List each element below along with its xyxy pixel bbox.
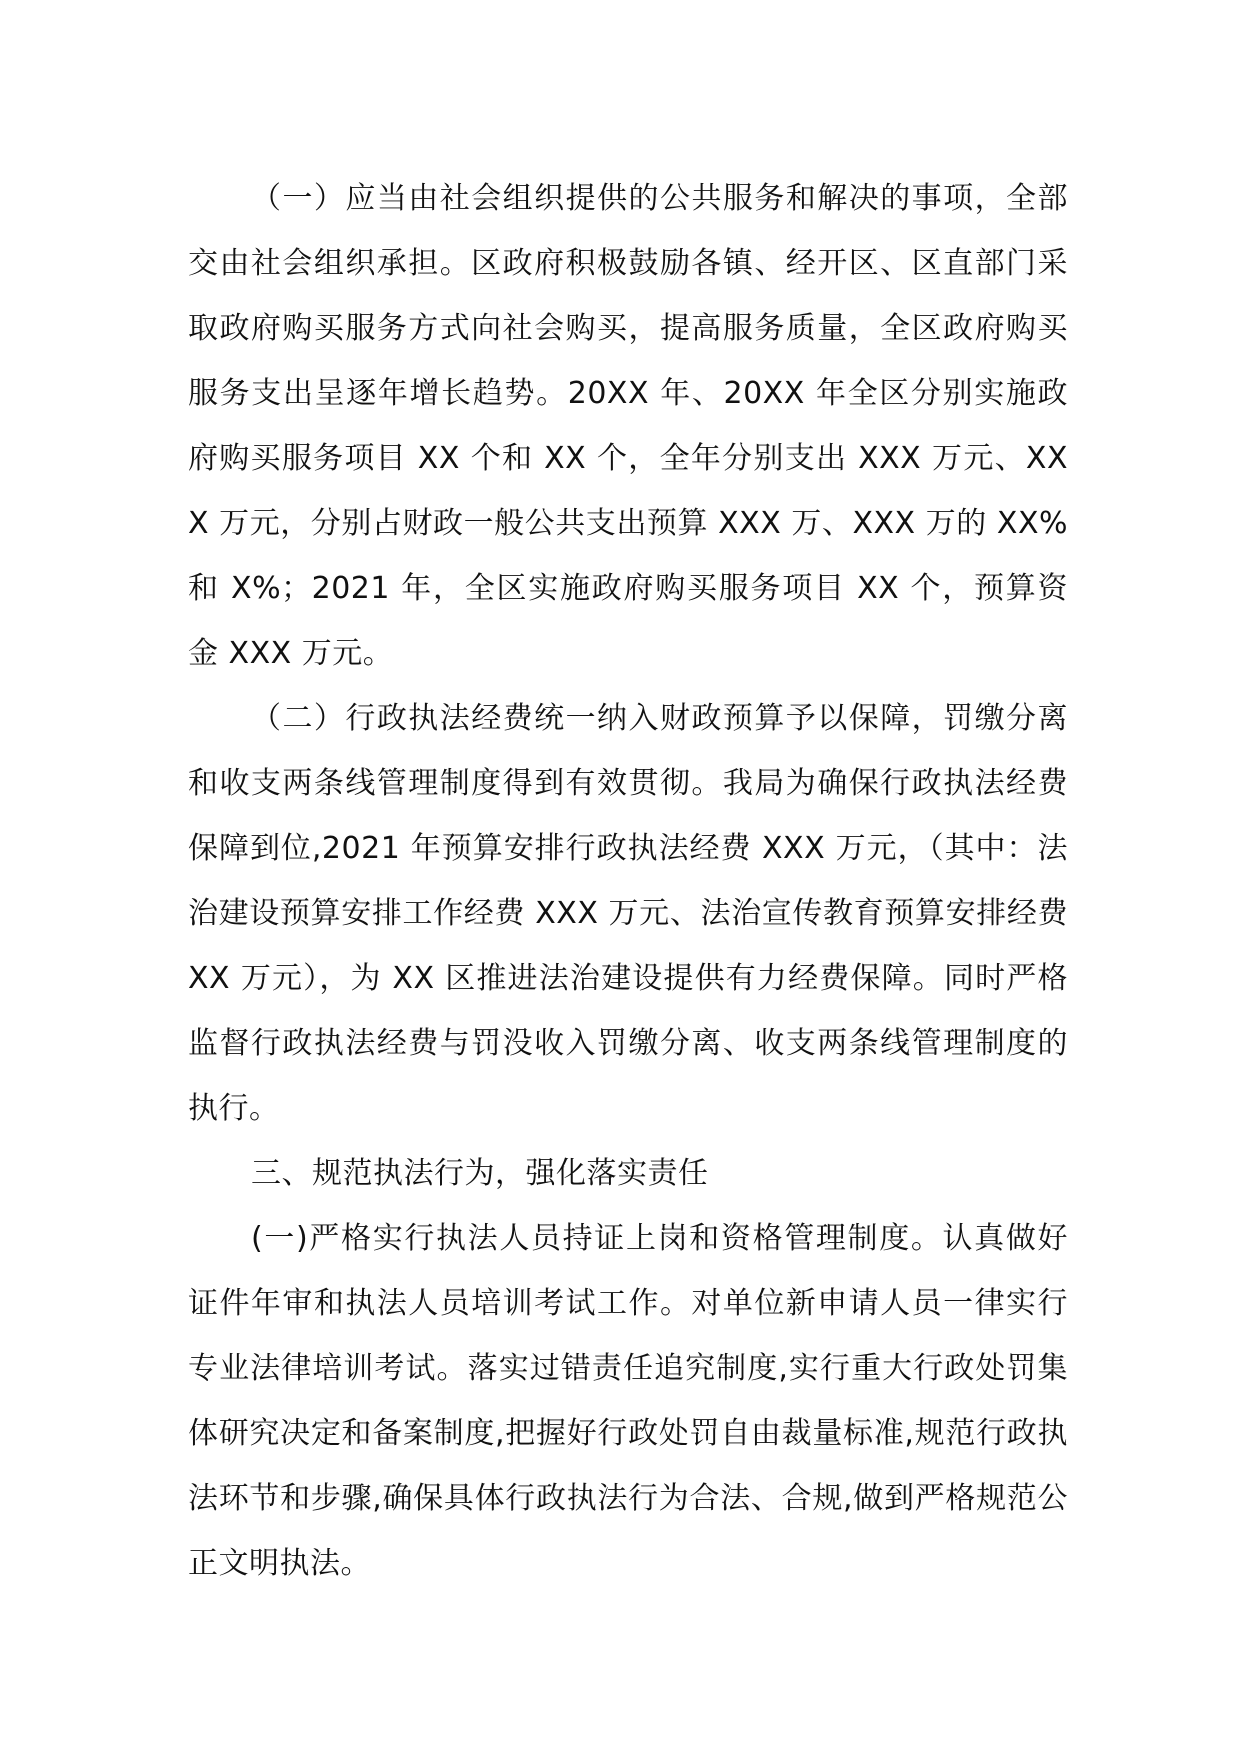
paragraph-certification-management: (一)严格实行执法人员持证上岗和资格管理制度。认真做好证件年审和执法人员培训考试工作。对单位新申请人员一律实行专业法律培训考试。落实过错责任追究制度,实行重大行政处罚集体研究决定和备案制度,把握好行政处罚自由裁量标准,规范行政执法环节和步骤,确保具体行政执法行为合法、合规,做到严格规范公正文明执法。 — [188, 1221, 1068, 1581]
paragraph-enforcement-funding: （二）行政执法经费统一纳入财政预算予以保障，罚缴分离和收支两条线管理制度得到有效贯彻。我局为确保行政执法经费保障到位,2021 年预算安排行政执法经费 XXX 万元，（其中：法治建设预算安排工作经费 XXX 万元、法治宣传教育预算安排经费 XX 万元），为 XX 区推进法治建设提供有力经费保障。同时严格监督行政执法经费与罚没收入罚缴分离、收支两条线管理制度的执行。 — [188, 701, 1068, 1126]
document-page — [188, 166, 1068, 1596]
section-heading-3: 三、规范执法行为，强化落实责任 — [251, 1156, 709, 1191]
paragraph-public-services: （一）应当由社会组织提供的公共服务和解决的事项，全部交由社会组织承担。区政府积极鼓励各镇、经开区、区直部门采取政府购买服务方式向社会购买，提高服务质量，全区政府购买服务支出呈逐年增长趋势。20XX 年、20XX 年全区分别实施政府购买服务项目 XX 个和 XX 个，全年分别支出 XXX 万元、XXX 万元，分别占财政一般公共支出预算 XXX 万、XXX 万的 XX%和 X%；2021 年，全区实施政府购买服务项目 XX 个，预算资金 XXX 万元。 — [188, 181, 1068, 671]
